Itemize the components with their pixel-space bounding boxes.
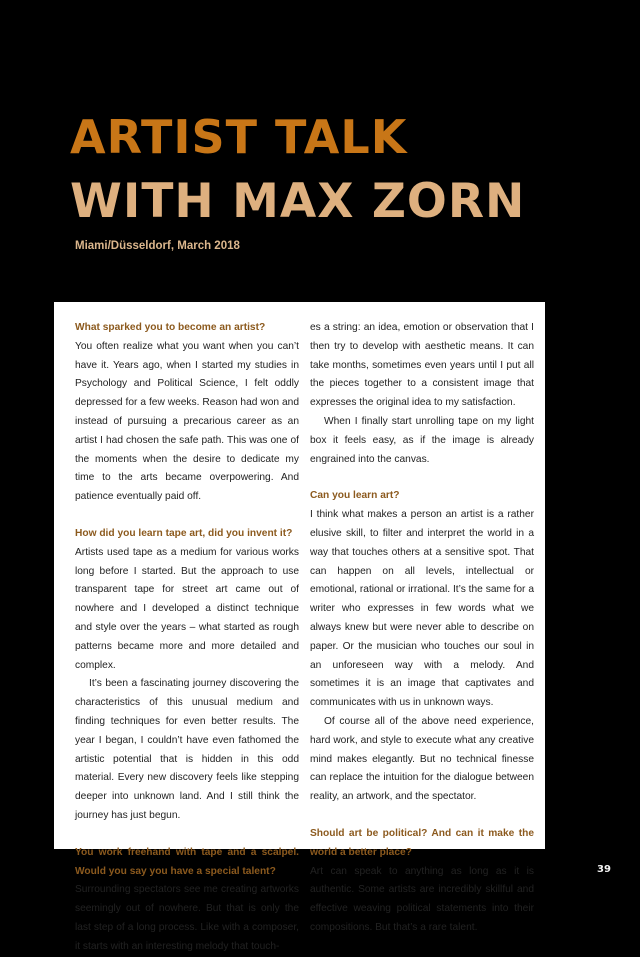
question-heading: What sparked you to become an artist? (75, 322, 266, 333)
section-spacer (75, 507, 299, 525)
article-column-right (310, 319, 534, 938)
page-number: 39 (597, 864, 611, 875)
answer-paragraph: It’s been a fascinating journey discovering the characteristics of this unusual medium and finding techniques for even better results. The year I began, I couldn’t have even fathomed the artistic potential that is hidden in this odd material. Every new discovery feels like stepping deeper into unknown land. And I still think the journey has just begun. (75, 678, 299, 821)
section-spacer (75, 826, 299, 844)
answer-paragraph: Of course all of the above need experience, hard work, and style to execute what any creative mind makes elegantly. But no technical finesse can replace the intuition for the dialogue between reality, an artwork, and the spectator. (310, 715, 534, 803)
answer-paragraph: I think what makes a person an artist is a rather elusive skill, to filter and interpret the world in a way that touches others at a sensitive spot. That can happen on all levels, intellectual or emotional, rational or irrational. It’s the same for a writer who expresses in few words what we always knew but were never able to describe on paper. Or the musician who touches our soul in an unforeseen way with a melody. And sometimes it is an image that captivates and communicates with us in unknown ways. (310, 509, 534, 709)
answer-paragraph: es a string: an idea, emotion or observation that I then try to develop with aesthetic means. It can take months, sometimes even years until I put all the pieces together to a consistent image that expresses the original idea to my satisfaction. (310, 322, 534, 409)
answer-paragraph: Artists used tape as a medium for various works long before I started. But the approach to use transparent tape for street art came out of nowhere and I developed a distinct technique and style over the years – what started as rough patterns became more and more detailed and complex. (75, 546, 299, 671)
question-heading: Should art be political? And can it make the world a better place? (310, 827, 534, 858)
subtitle-location-date: Miami/Düsseldorf, March 2018 (75, 240, 240, 252)
title-line-2: WITH MAX ZORN (70, 174, 526, 229)
question-heading: Can you learn art? (310, 490, 400, 502)
answer-paragraph: When I finally start unrolling tape on my light box it feels easy, as if the image is already engrained into the canvas. (310, 415, 534, 465)
article-column-left (75, 319, 299, 957)
question-heading: How did you learn tape art, did you invent it? (75, 527, 293, 539)
answer-paragraph: You often realize what you want when you can’t have it. Years ago, when I started my studies in Psychology and Political Science, I felt oddly depressed for a few weeks. Reason had won and instead of pursuing a precarious career as an artist I had chosen the safe path. This was one of the moments when the desire to dedicate my time to the arts became overpowering. And patience eventually paid off. (75, 340, 299, 503)
article-panel (54, 302, 545, 952)
answer-paragraph: Surrounding spectators see me creating artworks seemingly out of nowhere. But that is only the last step of a long process. Like with a composer, it starts with an interesting melody that touch- (75, 884, 299, 952)
section-spacer (310, 807, 534, 825)
answer-paragraph: Art can speak to anything as long as it is authentic. Some artists are incredibly skillful and effective weaving political statements into their compositions. But that’s a rare talent. (310, 865, 534, 933)
title-line-1: ARTIST TALK (70, 110, 408, 164)
question-heading: You work freehand with tape and a scalpel. Would you say you have a special talent? (75, 846, 299, 877)
section-spacer (310, 469, 534, 487)
